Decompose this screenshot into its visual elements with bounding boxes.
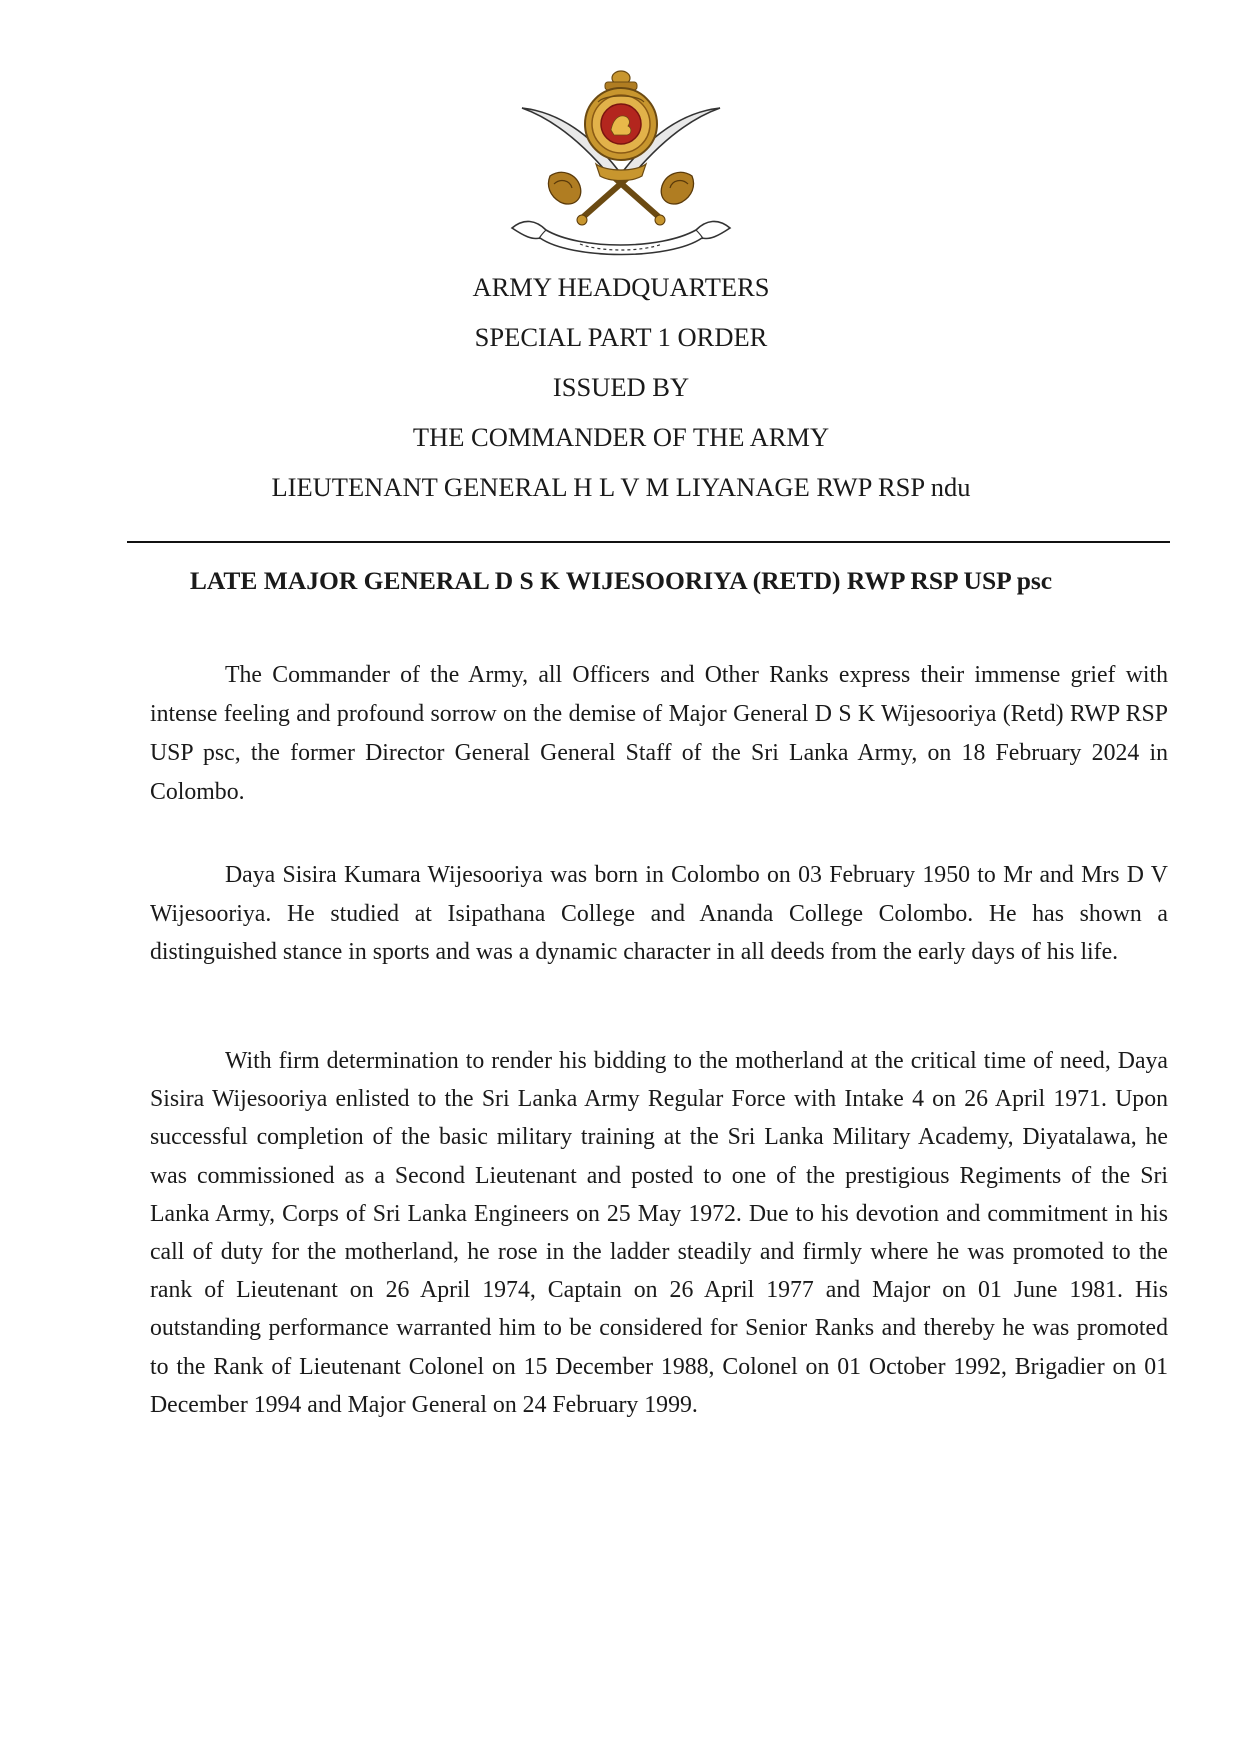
header-line-commander: THE COMMANDER OF THE ARMY (412, 422, 830, 452)
motto-scroll-icon (512, 221, 730, 254)
header-divider (127, 541, 1170, 543)
header-line-issued-by: ISSUED BY (552, 372, 690, 402)
order-header (0, 262, 1242, 512)
paragraph-early-life: Daya Sisira Kumara Wijesooriya was born in Colombo on 03 February 1950 to Mr and Mrs D V Wijesooriya. He studied at Isipathana College and Ananda College Colombo. He has shown a distinguished stance in sports and was a dynamic character in all deeds from the early days of his life. (150, 862, 1168, 965)
header-line-order-type: SPECIAL PART 1 ORDER (474, 322, 768, 352)
subject-title: LATE MAJOR GENERAL D S K WIJESOORIYA (RETD) RWP RSP USP psc (189, 566, 1053, 595)
lion-medallion-icon (585, 88, 657, 160)
sri-lanka-army-crest-icon (510, 68, 732, 264)
paragraph-condolence: The Commander of the Army, all Officers and Other Ranks express their immense grief with intense feeling and profound sorrow on the demise of Major General D S K Wijesooriya (Retd) RWP RSP USP psc, the former Director General General Staff of the Sri Lanka Army, on 18 February 2024 in Colombo. (150, 662, 1168, 805)
paragraph-military-career: With firm determination to render his bidding to the motherland at the critical time of need, Daya Sisira Wijesooriya enlisted to the Sri Lanka Army Regular Force with Intake 4 on 26 April 1971. Upon successful completion of the basic military training at the Sri Lanka Military Academy, Diyatalawa, he was commissioned as a Second Lieutenant and posted to one of the prestigious Regiments of the Sri Lanka Army, Corps of Sri Lanka Engineers on 25 May 1972. Due to his devotion and commitment in his call of duty for the motherland, he rose in the ladder steadily and firmly where he was promoted to the rank of Lieutenant on 26 April 1974, Captain on 26 April 1977 and Major on 01 June 1981. His outstanding performance warranted him to be considered for Senior Ranks and thereby he was promoted to the Rank of Lieutenant Colonel on 15 December 1988, Colonel on 01 October 1992, Brigadier on 01 December 1994 and Major General on 24 February 1999. (150, 1048, 1168, 1418)
header-line-commander-name: LIEUTENANT GENERAL H L V M LIYANAGE RWP RSP ndu (271, 472, 971, 502)
header-line-army-headquarters: ARMY HEADQUARTERS (472, 272, 770, 302)
